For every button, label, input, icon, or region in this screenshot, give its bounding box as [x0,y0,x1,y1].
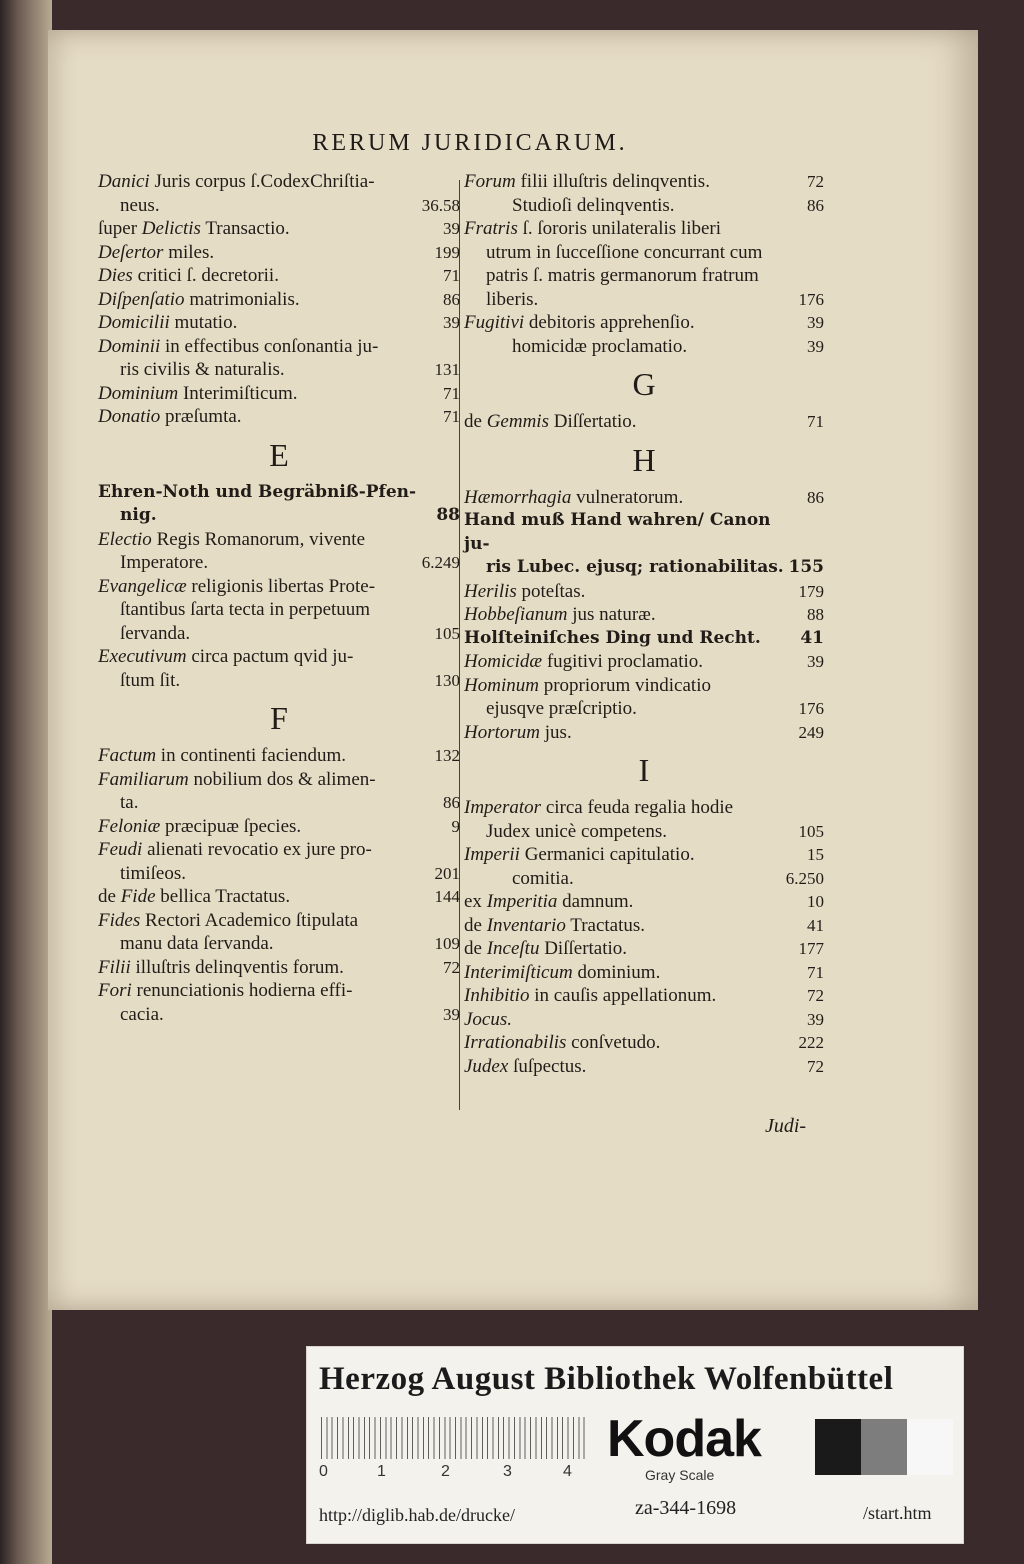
page-number: 39 [807,313,824,332]
entry-keyword: Electio [98,528,152,550]
entry-keyword: Dominii [98,335,161,357]
index-entry [464,961,824,985]
index-entry [98,979,460,1026]
entry-keyword: Dies [98,265,133,286]
page-number: 144 [434,887,460,906]
entry-text: Transactio. [205,218,290,239]
entry-keyword: Diſpenſatio [98,288,185,310]
entry-text: de [98,886,116,907]
page-number: 71 [443,266,460,285]
entry-text: Tractatus. [570,914,646,936]
entry-keyword: Interimiſticum [464,961,573,983]
index-entry [464,217,824,311]
entry-keyword: Feloniæ [98,815,161,837]
entry-text: bellica Tractatus. [160,886,291,907]
entry-text: homicidæ proclamatio. [512,335,688,357]
entry-text: Ehren-Noth und Begräbniß-Pfen- [98,481,417,502]
kodak-logo: Kodak [607,1410,761,1468]
entry-text: renunciationis hodierna effi- [136,980,353,1001]
page-number: 201 [434,863,460,883]
entry-text: ſuſpectus. [513,1055,587,1077]
entry-text: dominium. [577,961,661,983]
section-letter: F [270,700,288,736]
entry-text: Hand muß Hand wahren/ Canon ju- [464,510,771,554]
entry-keyword: Inhibitio [464,985,530,1006]
entry-keyword: Dominium [98,382,179,404]
page-number: 39 [807,1009,824,1029]
index-entry [98,575,460,646]
index-entry [464,721,824,745]
entry-text: Interimiſticum. [182,382,298,404]
entry-text: miles. [168,241,215,263]
section-letter: I [638,752,650,788]
index-column-left [98,170,460,1026]
page-number: 86 [807,487,824,507]
index-entry [98,335,460,382]
index-column-right [464,170,824,1078]
page-number: 86 [443,793,460,812]
gray-swatch-white [907,1419,953,1475]
page-number: 71 [807,962,824,982]
gray-scale-label: Gray Scale [645,1467,715,1483]
scale-ruler [321,1417,589,1459]
index-entry [98,264,460,288]
entry-text: Rectori Academico ſtipulata [144,909,359,931]
entry-keyword: Fratris [464,218,518,239]
index-entry [98,909,460,956]
entry-keyword: Deſertor [98,241,164,263]
page-number: 39 [443,313,460,332]
index-entry [464,335,824,359]
entry-keyword: Imperii [464,844,520,865]
entry-text: Diſſertatio. [544,938,628,959]
index-entry [464,194,824,218]
index-entry [464,914,824,938]
page-number: 109 [434,934,460,953]
index-entry [464,674,824,721]
index-entry [464,867,824,891]
entry-continuation: Judex unicè competens. [486,820,667,842]
index-entry [464,843,824,867]
entry-keyword: Fugitivi [464,312,525,333]
index-entry [464,627,824,651]
index-entry [98,838,460,885]
entry-text: alienati revocatio ex jure pro- [147,839,372,860]
start-url[interactable]: /start.htm [863,1503,932,1523]
catchword: Judi- [765,1115,807,1137]
entry-keyword: Fides [98,909,141,931]
entry-continuation: timiſeos. [120,862,186,884]
entry-keyword: Judex [464,1055,509,1077]
page-number: 131 [434,360,460,379]
entry-keyword: Jocus. [464,1008,513,1030]
shelfmark-id: za-344-1698 [635,1497,737,1519]
entry-keyword: Donatio [98,406,161,427]
page-number: 86 [443,289,460,309]
entry-text: poteſtas. [521,580,586,602]
page-number: 86 [807,195,824,215]
entry-keyword: Hominum [464,674,539,696]
entry-text: illuſtris delinqventis forum. [135,956,344,978]
entry-text: Juris corpus ſ.CodexChriſtia- [154,171,375,192]
entry-text: in effectibus conſonantia ju- [165,335,379,357]
entry-continuation: cacia. [120,1003,164,1025]
entry-continuation: ſtum ſit. [120,669,181,691]
page-number: 155 [788,557,824,577]
index-entry [98,956,460,980]
entry-keyword: Filii [98,956,131,978]
index-entry [464,311,824,335]
page-number: 177 [798,939,824,958]
index-entry [464,509,824,580]
entry-text: vulneratorum. [576,486,684,508]
index-entry [464,984,824,1008]
entry-keyword: Familiarum [98,768,189,790]
index-entry [464,890,824,914]
ruler-number: 2 [441,1463,450,1480]
entry-text: matrimonialis. [189,288,300,310]
page-number: 10 [807,892,824,911]
index-entry [464,650,824,674]
page-number: 88 [807,605,824,624]
entry-keyword: Executivum [98,646,187,667]
entry-continuation: manu data ſervanda. [120,933,274,954]
entry-keyword: Domicilii [98,312,170,333]
entry-keyword: Gemmis [486,411,549,432]
index-entry [98,481,460,528]
entry-keyword: Imperitia [486,891,558,912]
page-number: 71 [443,407,460,426]
index-entry [464,580,824,604]
entry-text: fugitivi proclamatio. [546,651,704,672]
entry-keyword: Evangelicæ [98,575,187,597]
ruler-number: 4 [563,1463,572,1480]
entry-text: propriorum vindicatio [543,674,711,696]
entry-text: circa feuda regalia hodie [545,797,734,818]
index-entry [98,645,460,692]
entry-keyword: Inceſtu [486,938,540,959]
entry-text: ex [464,891,482,912]
entry-keyword: Homicidæ [464,651,543,672]
index-entry [98,217,460,241]
entry-keyword: Imperator [464,797,542,818]
entry-keyword: Feudi [98,839,143,860]
index-entry [98,311,460,335]
page-number: 130 [434,670,460,690]
entry-keyword: Inventario [486,914,566,936]
entry-text: in cauſis appellationum. [534,985,717,1006]
page-number: 41 [800,627,824,648]
page-number: 39 [443,219,460,238]
index-entry [98,382,460,406]
page-number: 72 [443,957,460,977]
ruler-number: 0 [319,1463,328,1480]
entry-text: jus. [544,721,572,743]
running-head: RERUM JURIDICARUM. [312,130,628,156]
index-entry [464,486,824,510]
page-number: 72 [807,172,824,191]
section-letter: E [269,436,289,473]
index-entry [98,744,460,768]
entry-continuation: ris civilis & naturalis. [120,359,285,380]
index-entry [98,241,460,265]
page-number: 39 [807,652,824,671]
source-url[interactable]: http://diglib.hab.de/drucke/ [319,1505,515,1525]
entry-text: Studioſi delinqventis. [512,194,675,216]
entry-text: mutatio. [174,312,238,333]
gray-swatch-black [815,1419,861,1475]
page-number: 36.58 [421,195,460,215]
entry-keyword: Delictis [141,218,201,239]
page-number: 15 [807,845,824,864]
section-letter: G [632,366,656,402]
entry-continuation: nig. [120,505,157,525]
library-name: Herzog August Bibliothek Wolfenbüttel [319,1361,894,1397]
entry-text: de [464,411,482,432]
ruler-number: 1 [377,1463,386,1480]
entry-text: præſumta. [165,406,242,427]
entry-text: de [464,938,482,959]
entry-text: ſ. ſororis unilateralis liberi [522,218,722,239]
index-entry [464,937,824,961]
section-letter: H [632,441,656,478]
entry-keyword: Danici [98,171,150,192]
page-number: 72 [807,986,824,1005]
page-number: 9 [451,816,460,836]
page-number: 41 [807,915,824,935]
page-number: 71 [443,383,460,403]
entry-keyword: Hortorum [464,721,541,743]
entry-text: comitia. [512,867,574,889]
page-number: 179 [798,581,824,601]
gray-swatch-mid [861,1419,907,1475]
entry-text: Holſteiniſches Ding und Recht. [464,627,761,648]
page-number: 6.249 [421,553,460,572]
index-entry [98,170,460,217]
entry-continuation: ris Lubec. ejusq; rationabilitas. [486,557,784,577]
page-number: 72 [807,1056,824,1076]
index-entry [464,410,824,434]
page-number: 222 [798,1033,824,1052]
page-number: 39 [807,336,824,356]
index-entry [464,603,824,627]
index-entry [464,1008,824,1032]
entry-text: Regis Romanorum, vivente [156,528,366,550]
entry-text: de [464,914,482,936]
entry-continuation: ejusqve præſcriptio. [486,698,637,719]
page-number: 6.250 [785,868,824,888]
entry-keyword: Fide [120,886,156,907]
entry-keyword: Fori [98,980,132,1001]
ruler-number: 3 [503,1463,512,1480]
index-entry [98,528,460,575]
library-card [306,1346,964,1544]
entry-text: jus naturæ. [572,604,656,625]
index-entry [98,768,460,815]
entry-continuation: utrum in ſucceſſione concurrant cum patris ſ. matris germanorum fratrum liberis. [486,241,763,310]
entry-text: præcipuæ ſpecies. [165,815,302,837]
entry-text: critici ſ. decretorii. [137,265,279,286]
entry-keyword: Irrationabilis [464,1032,567,1053]
entry-keyword: Forum [464,171,516,192]
index-entry [98,405,460,429]
page-number: 249 [798,722,824,742]
entry-text: damnum. [562,891,634,912]
index-entry [98,288,460,312]
entry-keyword: Hobbeſianum [464,604,568,625]
book-edge [0,0,52,1564]
entry-continuation: neus. [120,194,160,216]
page-number: 132 [434,746,460,765]
index-entry [98,815,460,839]
entry-keyword: Herilis [464,580,517,602]
index-entry [464,1055,824,1079]
page-number: 176 [798,699,824,718]
entry-text: conſvetudo. [571,1032,661,1053]
entry-continuation: ta. [120,792,139,813]
index-entry [464,1031,824,1055]
index-entry [98,885,460,909]
entry-text: religionis libertas Prote- [191,575,376,597]
entry-keyword: Factum [98,745,157,766]
page-number: 199 [434,242,460,262]
page-number: 176 [798,289,824,309]
entry-text: in continenti faciendum. [160,745,346,766]
entry-continuation: ſtantibus ſarta tecta in perpetuum ſervanda. [120,599,371,644]
entry-text: nobilium dos & alimen- [193,768,376,790]
page-number: 71 [807,412,824,431]
page-number: 105 [434,623,460,643]
entry-continuation: Imperatore. [120,552,209,573]
entry-text: circa pactum qvid ju- [191,646,354,667]
entry-text: Germanici capitulatio. [524,844,695,865]
index-entry [464,796,824,843]
entry-text: filii illuſtris delinqventis. [520,171,710,192]
entry-keyword: Hæmorrhagia [464,486,572,508]
entry-text: ſuper [98,218,138,239]
entry-text: debitoris apprehenſio. [528,312,695,333]
entry-text: Diſſertatio. [553,411,637,432]
index-entry [464,170,824,194]
page-number: 105 [798,821,824,841]
page-number: 39 [443,1004,460,1024]
page-number: 88 [436,505,460,525]
